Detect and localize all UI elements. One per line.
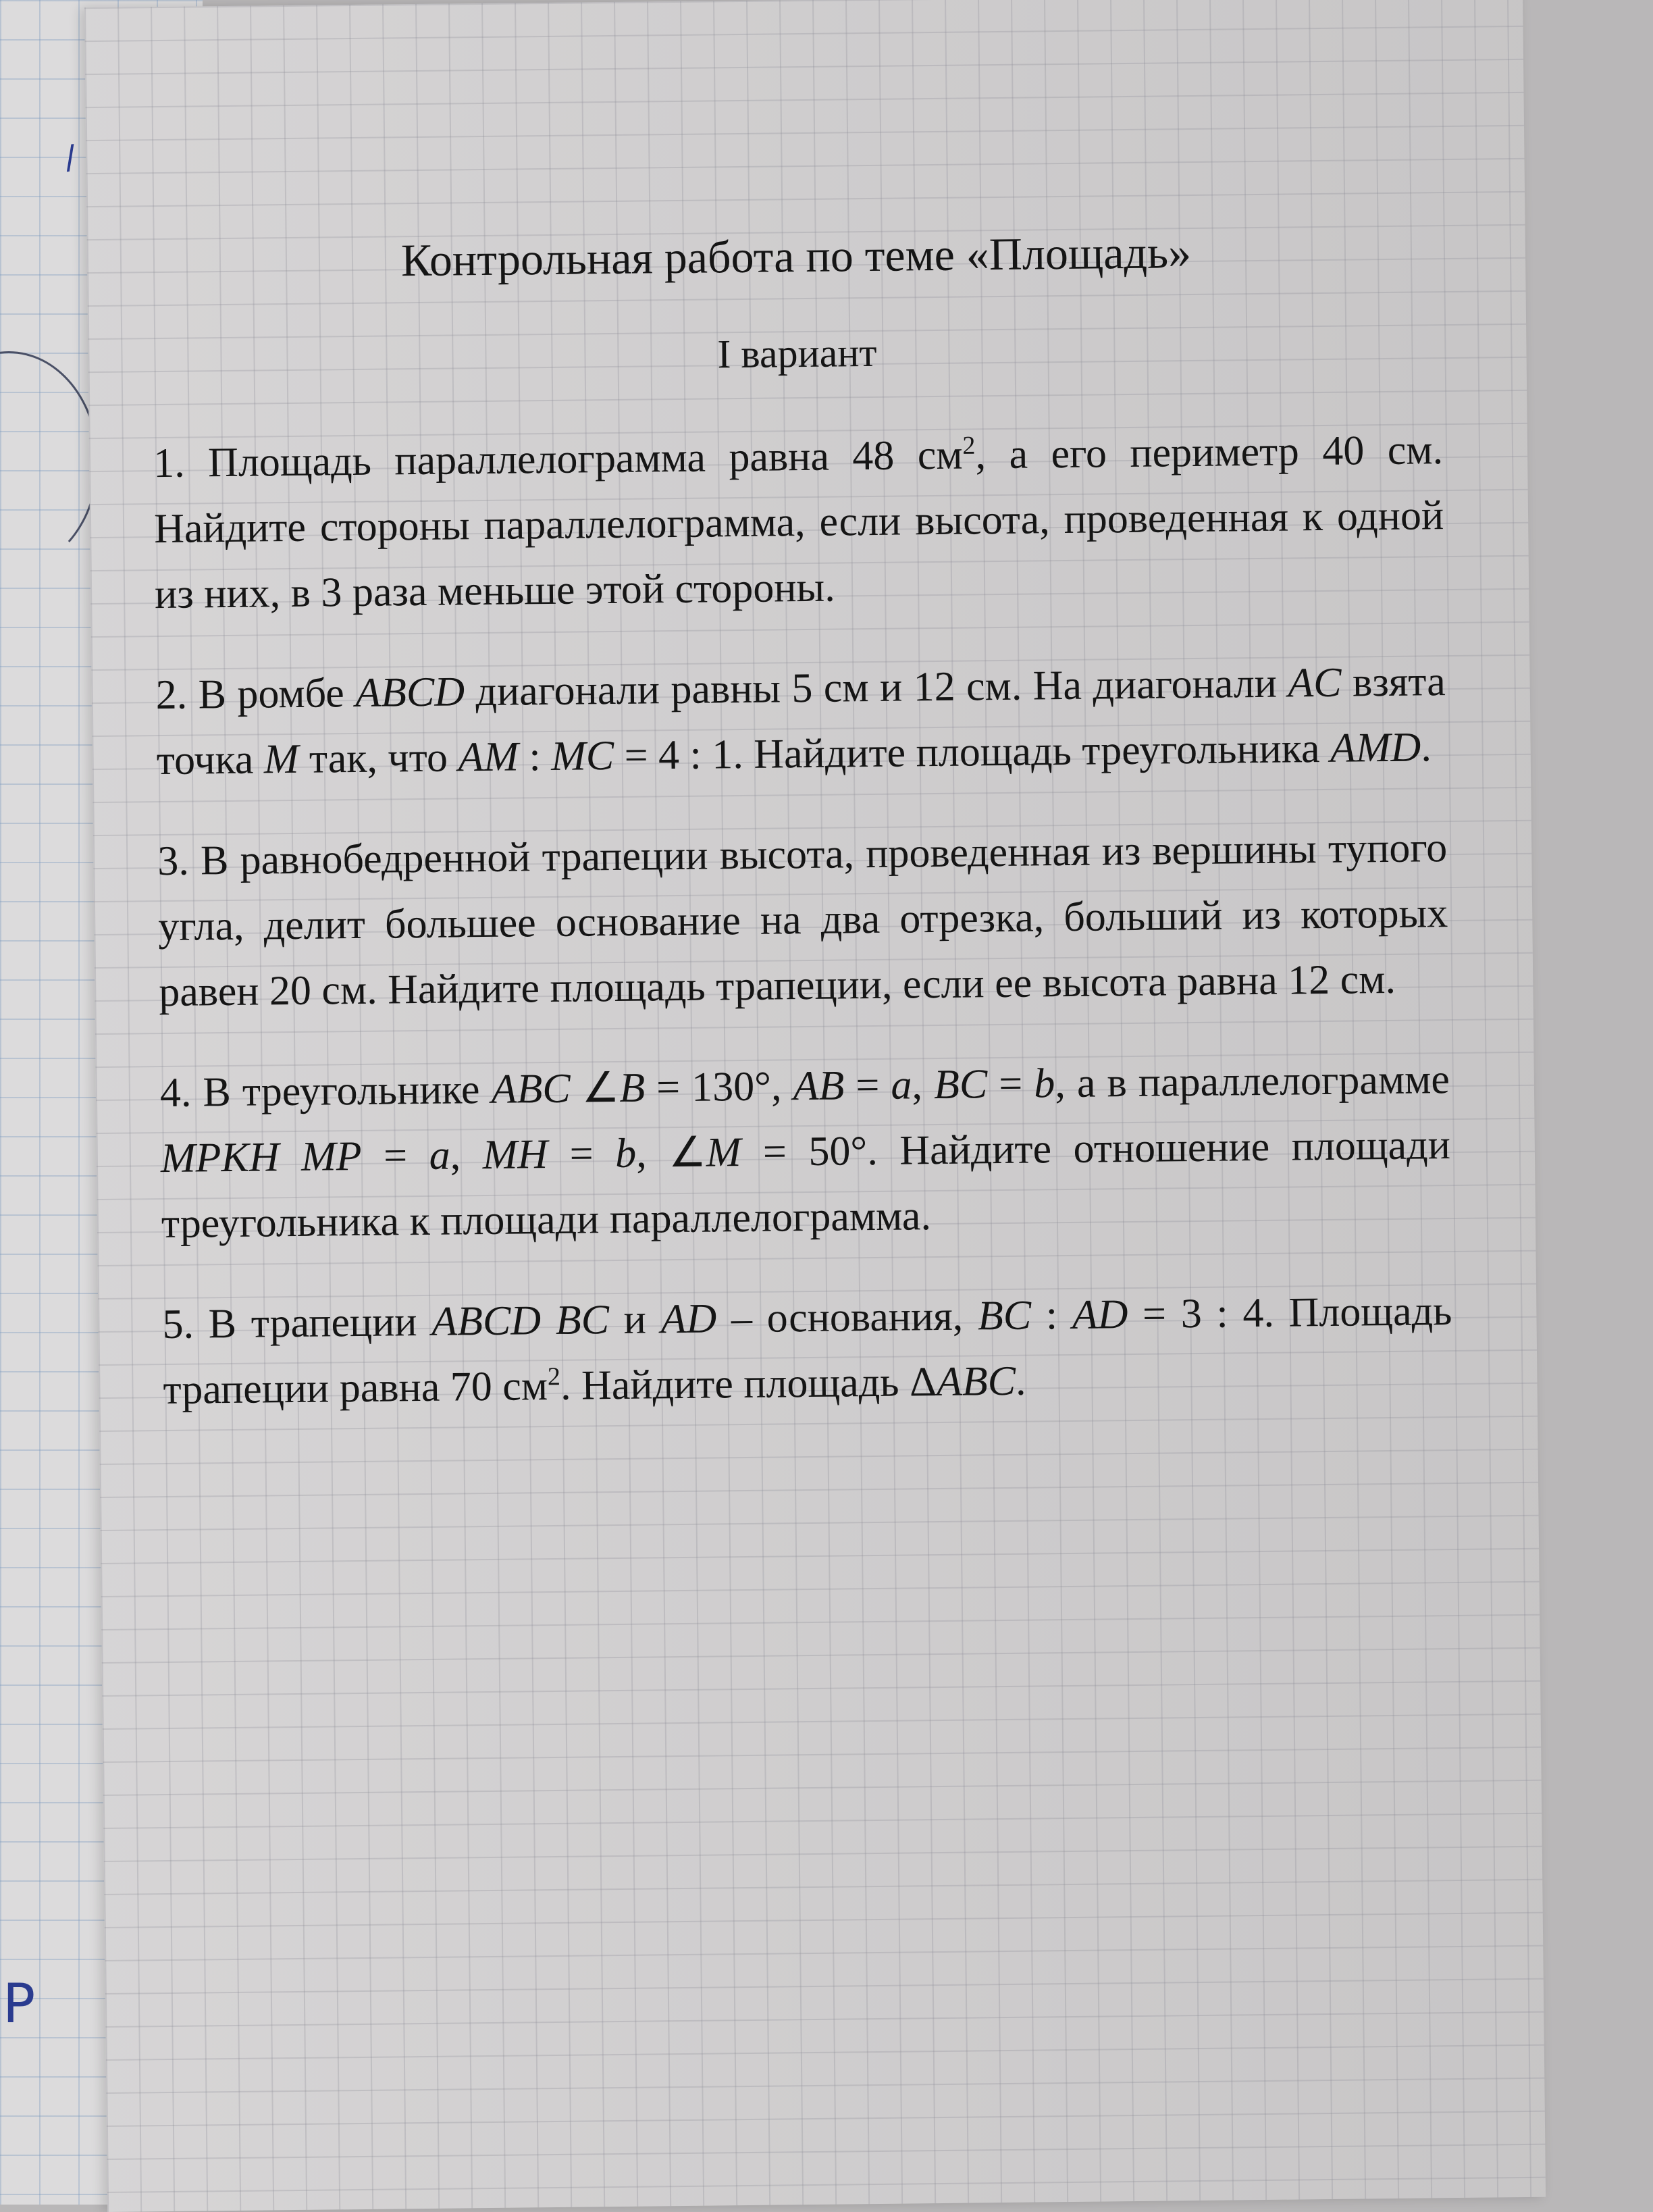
printed-sheet [84, 0, 1546, 2212]
task-2: 2. В ромбе ABCD диагонали равны 5 см и 12 см. На диагонали AC взята точка M так, что AM : MC = 4 : 1. Найдите площадь треугольника AMD. [155, 659, 1446, 784]
task-5: 5. В трапеции ABCD BC и AD – основания, BC : AD = 3 : 4. Площадь трапеции равна 70 $см^2$. Найдите площадь ΔABC. [162, 1288, 1452, 1414]
task-3: 3. В равнобедренной трапеции высота, проведенная из вершины тупого угла, делит большее основание на два отрезка, больший из которых равен 20 см. Найдите площадь трапеции, если ее высота равна 12 см. [157, 825, 1448, 1016]
task-number: 4. [159, 1069, 192, 1116]
task-number: 5. [162, 1301, 194, 1348]
task-number: 3. [157, 838, 190, 885]
document-title: Контрольная работа по теме «Площадь» [400, 226, 1192, 286]
task-number: 2. [155, 671, 188, 719]
task-1: 1. Площадь параллелограмма равна 48 $см^2$, а его периметр 40 см. Найдите стороны параллелограмма, если высота, проведенная к одной из них, в 3 раза меньше этой стороны. [153, 427, 1444, 618]
background-pen-mark: / [62, 138, 78, 177]
background-drawn-arc [0, 351, 99, 571]
task-number: 1. [153, 440, 185, 487]
task-4: 4. В треугольнике ABC ∠B = 130°, AB = a, BC = b, а в параллелограмме MPKH MP = a, MH = b, ∠M = 50°. Найдите отношение площади треугольника к площади параллелограмма. [159, 1056, 1451, 1248]
background-pen-letter: P [3, 1972, 36, 2035]
variant-heading: I вариант [717, 330, 877, 377]
document-body [151, 223, 1454, 1458]
